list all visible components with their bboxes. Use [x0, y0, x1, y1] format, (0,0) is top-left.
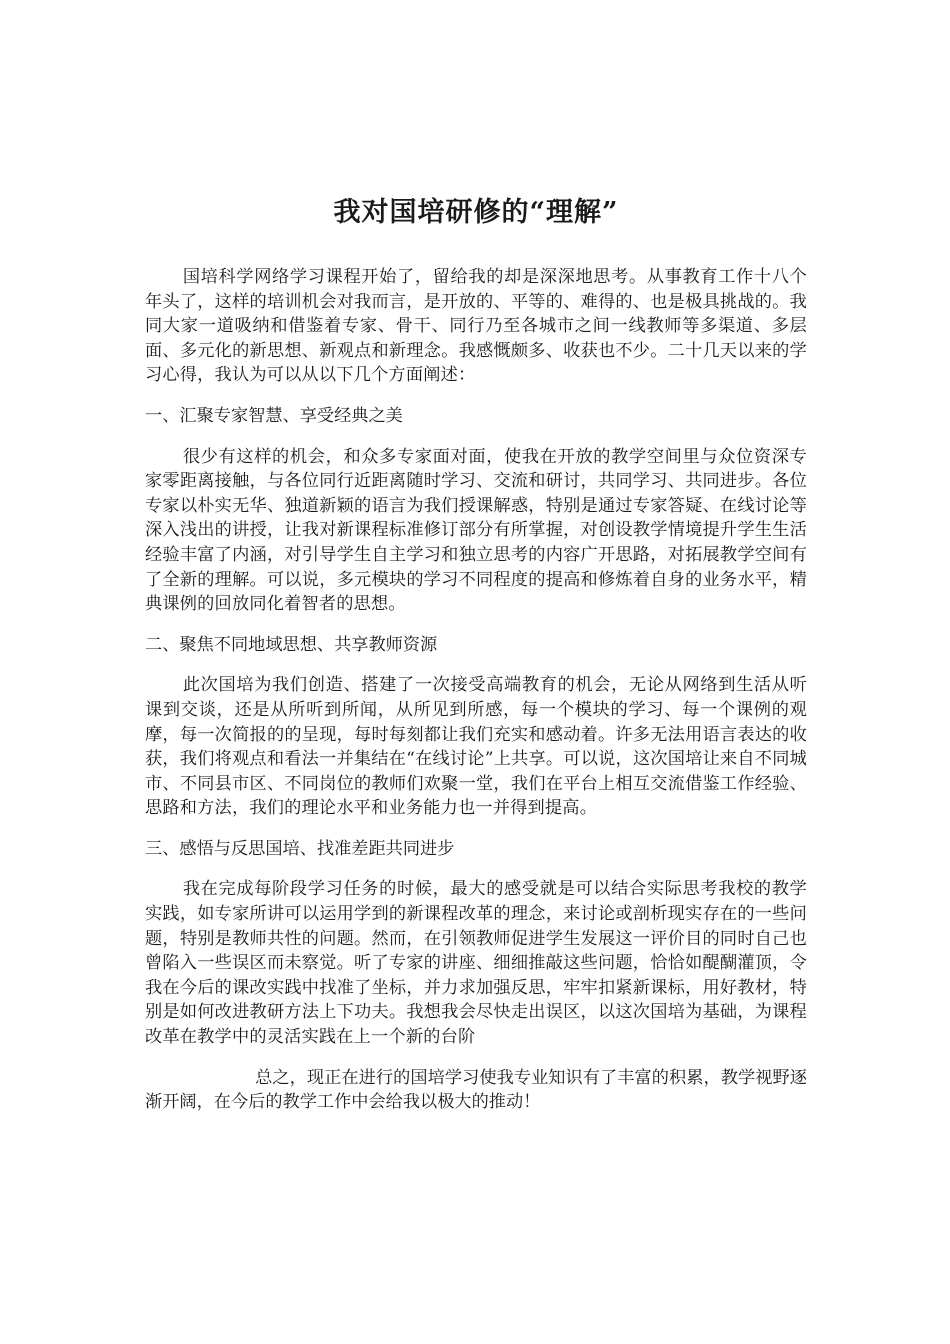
- intro-paragraph: 国培科学网络学习课程开始了，留给我的却是深深地思考。从事教育工作十八个年头了，这样的培训机会对我而言，是开放的、平等的、难得的、也是极具挑战的。我同大家一道吸纳和借鉴着专家、骨干、同行乃至各城市之间一线教师等多渠道、多层面、多元化的新思想、新观点和新理念。我感慨颇多、收获也不少。二十几天以来的学习心得，我认为可以从以下几个方面阐述：: [145, 267, 807, 386]
- spacer: [145, 821, 807, 837]
- spacer: [145, 429, 807, 445]
- spacer: [145, 861, 807, 877]
- section-body-3: 我在完成每阶段学习任务的时候，最大的感受就是可以结合实际思考我校的教学实践，如专家所讲可以运用学到的新课程改革的理念，来讨论或剖析现实存在的一些问题，特别是教师共性的问题。然而，在引领教师促进学生发展这一评价目的同时自己也曾陷入一些误区而未察觉。听了专家的讲座、细细推敲这些问题，恰恰如醍醐灌顶，令我在今后的课改实践中找准了坐标，并力求加强反思，牢牢扣紧新课标，用好教材，特别是如何改进教研方法上下功夫。我想我会尽快走出误区，以这次国培为基础，为课程改革在教学中的灵活实践在上一个新的台阶: [145, 879, 807, 1048]
- spacer: [145, 617, 807, 633]
- section-heading-1: 一、汇聚专家智慧、享受经典之美: [145, 405, 403, 426]
- section-heading-3: 三、感悟与反思国培、找准差距共同进步: [145, 838, 455, 859]
- spacer: [145, 388, 807, 404]
- section-heading-2: 二、聚焦不同地域思想、共享教师资源: [145, 634, 438, 655]
- spacer: [145, 1050, 807, 1066]
- document-title: 我对国培研修的“理解”: [333, 197, 619, 228]
- document-page: [145, 190, 807, 1115]
- section-body-2: 此次国培为我们创造、搭建了一次接受高端教育的机会，无论从网络到生活从听课到交谈，还是从所听到所闻，从所见到所感，每一个模块的学习、每一个课例的观摩，每一次简报的的呈现，每时每刻都让我们充实和感动着。许多无法用语言表达的收获，我们将观点和看法一并集结在“在线讨论”上共享。可以说，这次国培让来自不同城市、不同县市区、不同岗位的教师们欢聚一堂，我们在平台上相互交流借鉴工作经验、思路和方法，我们的理论水平和业务能力也一并得到提高。: [145, 675, 807, 819]
- spacer: [145, 657, 807, 673]
- section-body-1: 很少有这样的机会，和众多专家面对面，使我在开放的教学空间里与众位资深专家零距离接触，与各位同行近距离随时学习、交流和研讨，共同学习、共同进步。各位专家以朴实无华、独道新颖的语言为我们授课解惑，特别是通过专家答疑、在线讨论等深入浅出的讲授，让我对新课程标准修订部分有所掌握，对创设教学情境提升学生生活经验丰富了内涵，对引导学生自主学习和独立思考的内容广开思路，对拓展教学空间有了全新的理解。可以说，多元模块的学习不同程度的提高和修炼着自身的业务水平，精典课例的回放同化着智者的思想。: [145, 446, 807, 615]
- closing-paragraph: 总之，现正在进行的国培学习使我专业知识有了丰富的积累，教学视野逐渐开阔，在今后的教学工作中会给我以极大的推动！: [145, 1067, 807, 1113]
